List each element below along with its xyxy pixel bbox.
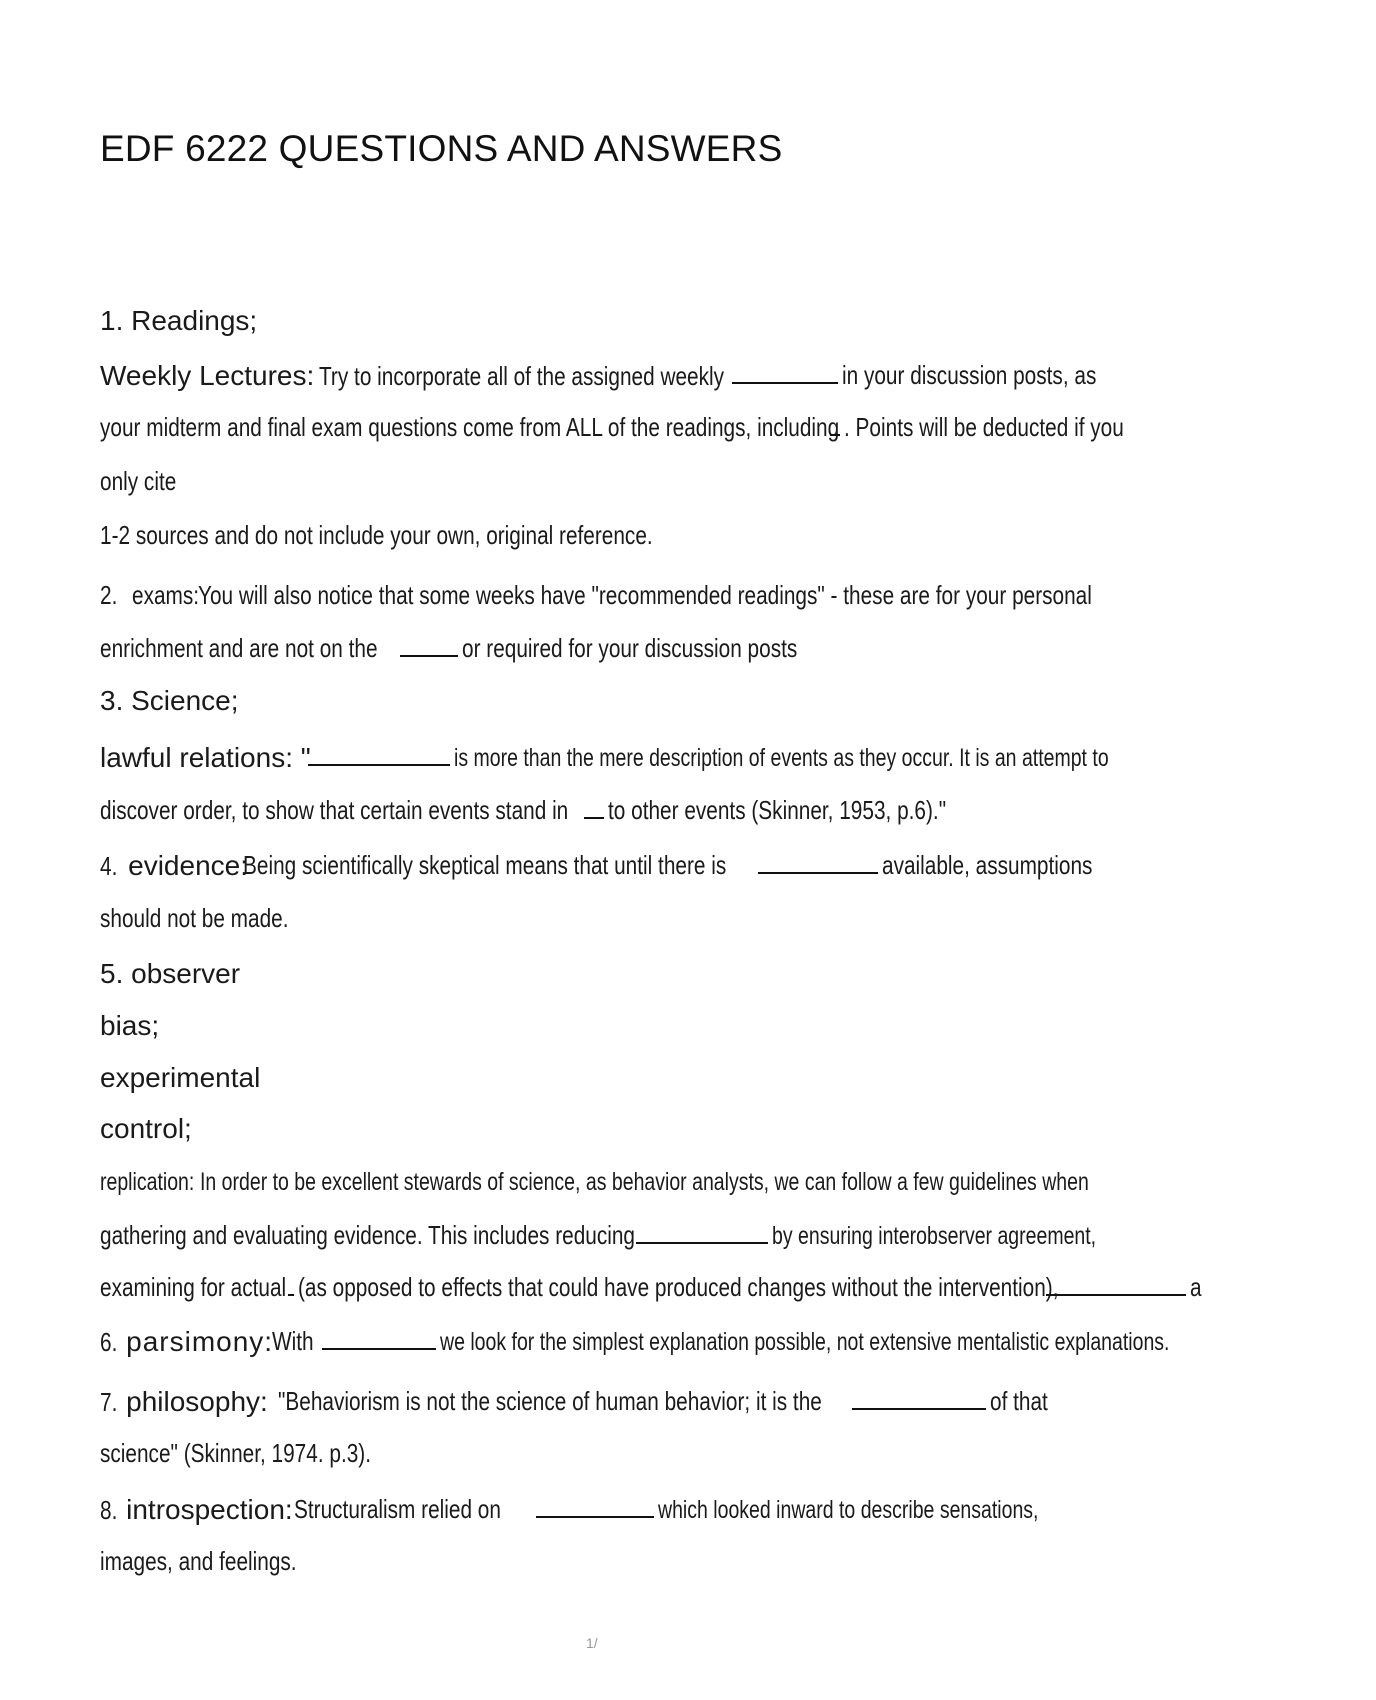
q1-text-a: Try to incorporate all of the assigned weekly xyxy=(318,361,724,391)
q2-line2-a: enrichment and are not on the xyxy=(100,633,378,663)
answer-blank[interactable] xyxy=(536,1494,654,1518)
q1-text-b: in your discussion posts, as xyxy=(842,360,1097,390)
q8-line-2 xyxy=(100,1546,346,1577)
q1-line3: only cite xyxy=(100,466,177,496)
q6-line-1c xyxy=(322,1326,1376,1357)
q8-line-1 xyxy=(100,1494,293,1526)
q5-line-experimental: experimental xyxy=(100,1062,261,1093)
q7-term: philosophy: xyxy=(126,1386,268,1417)
q5-line3-c: a xyxy=(1190,1272,1203,1302)
q3-line2-b: to other events (Skinner, 1953, p.6)." xyxy=(608,795,947,825)
q8-line-1b xyxy=(294,1494,553,1525)
q6-line-1 xyxy=(100,1326,273,1358)
q3-line-1 xyxy=(100,742,311,774)
q2-line2-b: or required for your discussion posts xyxy=(462,633,798,663)
q6-text: we look for the simplest explanation possible, not extensive mentalistic explanations. xyxy=(440,1328,1170,1356)
q8-number: 8. xyxy=(100,1495,118,1525)
q7-line-2 xyxy=(100,1438,439,1469)
q6-term: parsimony: xyxy=(126,1326,274,1357)
q2-line-1b xyxy=(198,580,1315,611)
q5-line3-a: examining for actual xyxy=(100,1272,287,1302)
q5-line-3c xyxy=(1046,1272,1205,1303)
answer-blank[interactable] xyxy=(758,850,878,874)
q5-line-observer: 5. observer xyxy=(100,958,241,989)
answer-blank[interactable] xyxy=(636,1220,768,1244)
q4-line-1c xyxy=(758,850,1146,881)
q8-text-a: Structuralism relied on xyxy=(294,1494,501,1524)
q1-heading: 1. Readings; xyxy=(100,305,258,336)
q2-term: exams: xyxy=(132,580,200,610)
q7-text-a: "Behaviorism is not the science of human behavior; it is the xyxy=(278,1386,822,1416)
answer-blank[interactable] xyxy=(732,360,838,384)
q3-term: lawful relations: " xyxy=(100,742,311,773)
answer-blank[interactable] xyxy=(852,1386,986,1410)
q5-line2-a: gathering and evaluating evidence. This includes reducing xyxy=(100,1220,636,1250)
q2-line-2 xyxy=(100,633,447,664)
q1-line-1b xyxy=(732,360,1160,391)
q1-line-2b xyxy=(830,412,1194,443)
page-title: EDF 6222 QUESTIONS AND ANSWERS xyxy=(100,128,783,169)
q4-term: evidence: xyxy=(128,850,249,881)
answer-blank[interactable] xyxy=(584,795,604,819)
q1-line-4 xyxy=(100,520,791,551)
q1-line-3 xyxy=(100,466,195,497)
q6-with: With xyxy=(272,1326,314,1356)
q5-line-2b xyxy=(636,1220,1188,1251)
q1-line-1 xyxy=(100,360,825,392)
q2-text: You will also notice that some weeks have "recommended readings" - these are for your personal xyxy=(198,580,1092,610)
q4-line-1b xyxy=(243,850,847,881)
q7-number: 7. xyxy=(100,1387,118,1417)
q3-heading: 3. Science; xyxy=(100,685,239,716)
answer-blank[interactable] xyxy=(830,412,840,436)
q7-line-1 xyxy=(100,1386,268,1418)
q1-term: Weekly Lectures: xyxy=(100,360,315,391)
q2-line-2b xyxy=(400,633,882,664)
q3-text: is more than the mere description of events as they occur. It is an attempt to xyxy=(454,744,1110,772)
q1-line2-a: your midterm and final exam questions come from ALL of the readings, including xyxy=(100,412,840,442)
q4-number: 4. xyxy=(100,851,118,881)
q8-text-b: which looked inward to describe sensations, xyxy=(658,1496,1039,1524)
q5-term: replication: xyxy=(100,1168,195,1196)
answer-blank[interactable] xyxy=(288,1272,294,1296)
q4-line2: should not be made. xyxy=(100,903,289,933)
q2-number: 2. xyxy=(100,580,118,610)
q1-line4: 1-2 sources and do not include your own, original reference. xyxy=(100,520,653,550)
q5-line3-b: (as opposed to effects that could have produced changes without the intervention), xyxy=(298,1272,1059,1302)
q4-line-1 xyxy=(100,850,248,882)
q6-line-1b xyxy=(272,1326,324,1357)
q5-line-control: control; xyxy=(100,1113,192,1144)
answer-blank[interactable] xyxy=(1046,1272,1186,1296)
q6-number: 6. xyxy=(100,1327,118,1357)
q8-term: introspection: xyxy=(126,1494,293,1525)
q8-line2: images, and feelings. xyxy=(100,1546,297,1576)
answer-blank[interactable] xyxy=(322,1326,436,1350)
q1-line2-b: . Points will be deducted if you xyxy=(844,412,1125,442)
q5-line-1b xyxy=(200,1168,1340,1197)
q4-line-2 xyxy=(100,903,336,934)
answer-blank[interactable] xyxy=(308,742,450,766)
q7-line2: science" (Skinner, 1974. p.3). xyxy=(100,1438,371,1468)
page-number: 1/ xyxy=(586,1635,598,1651)
q4-text-a: Being scientifically skeptical means that until there is xyxy=(243,850,727,880)
q8-line-1c xyxy=(536,1494,1146,1525)
q3-line2-a: discover order, to show that certain events stand in xyxy=(100,795,569,825)
q4-text-b: available, assumptions xyxy=(882,850,1093,880)
q5-line-bias: bias; xyxy=(100,1010,160,1041)
answer-blank[interactable] xyxy=(400,633,458,657)
q5-text: In order to be excellent stewards of science, as behavior analysts, we can follow a few guidelines when xyxy=(200,1168,1089,1196)
q7-text-b: of that xyxy=(990,1386,1049,1416)
q7-line-1c xyxy=(852,1386,1063,1417)
q5-line2-b: by ensuring interobserver agreement, xyxy=(772,1222,1097,1250)
q3-line-2b xyxy=(584,795,1031,826)
q3-line-1b xyxy=(308,742,1294,773)
